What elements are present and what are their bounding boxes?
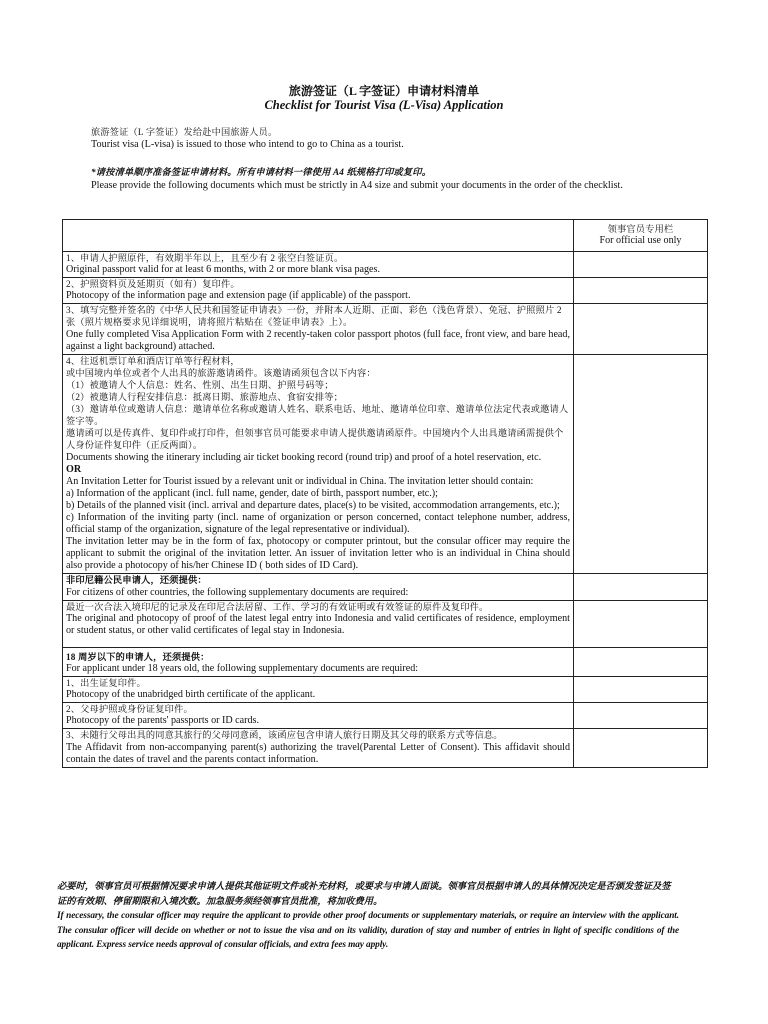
note-english: Please provide the following documents which must be strictly in A4 size and submit your documents in the order of the checklist. [91, 180, 623, 191]
section-heading-en: For applicant under 18 years old, the following supplementary documents are required: [66, 663, 419, 674]
official-use-cell [574, 304, 708, 354]
official-header-chinese: 领事官员专用栏 [607, 224, 674, 234]
item-passport [63, 252, 574, 278]
checklist-table [62, 219, 708, 768]
item-text-cn: 2、父母护照或身份证复印件。 [66, 704, 193, 715]
item-text-cn: （2）被邀请人行程安排信息：抵离日期、旅游地点、食宿安排等； [66, 392, 344, 403]
intro [91, 126, 691, 151]
item-text-en: The original and photocopy of proof of the latest legal entry into Indonesia and valid certificates of residence, employment or student status, or other valid certificates of legal stay in Indonesia. [66, 612, 570, 636]
official-use-cell [574, 703, 708, 729]
footer-chinese: 必要时，领事官员可根据情况要求申请人提供其他证明文件或补充材料，或要求与申请人面谈。领事官员根据申请人的具体情况决定是否颁发签证及签证的有效期、停留期限和入境次数。加急服务须经领事官员批准，将加收费用。 [57, 882, 671, 907]
item-text-cn: （1）被邀请人个人信息：姓名、性别、出生日期、护照号码等； [66, 379, 334, 390]
table-row [63, 729, 708, 767]
intro-english: Tourist visa (L-visa) is issued to those who intend to go to China as a tourist. [91, 138, 404, 150]
official-use-cell [574, 574, 708, 600]
section-heading-en: For citizens of other countries, the following supplementary documents are required: [66, 586, 409, 598]
official-use-cell [574, 729, 708, 767]
item-text-en: a) Information of the applicant (incl. full name, gender, date of birth, passport number, etc.); [66, 487, 438, 499]
item-text-cn: （3）邀请单位或邀请人信息：邀请单位名称或邀请人姓名、联系电话、地址、邀请单位印章、邀请单位法定代表或邀请人签字等。 [66, 404, 569, 427]
table-header-row [63, 220, 708, 252]
table-row [63, 647, 708, 676]
item-text-en: An Invitation Letter for Tourist issued by a relevant unit or individual in China. The invitation letter should contain: [66, 475, 534, 487]
table-row [63, 600, 708, 647]
item-text-en: Original passport valid for at least 6 months, with 2 or more blank visa pages. [66, 264, 380, 276]
table-row [63, 574, 708, 600]
item-passport-photocopy [63, 278, 574, 304]
item-text-cn: 3、未随行父母出具的同意其旅行的父母同意函，该函应包含申请人旅行日期及其父母的联系方式等信息。 [66, 730, 503, 741]
item-text-cn: 2、护照资料页及延期页（如有）复印件。 [66, 279, 240, 290]
item-parents-id [63, 703, 574, 729]
section-minors [63, 647, 574, 676]
section-heading-cn: 18 周岁以下的申请人，还须提供： [66, 651, 210, 662]
item-text-cn: 4、往返机票订单和酒店订单等行程材料， [66, 355, 240, 366]
item-text-en: Photocopy of the information page and extension page (if applicable) of the passport. [66, 290, 411, 302]
item-text-en: Photocopy of the unabridged birth certificate of the applicant. [66, 689, 316, 701]
title-chinese: 旅游签证（L 字签证）申请材料清单 [288, 84, 480, 98]
item-text-cn: 最近一次合法入境印尼的记录及在印尼合法居留、工作、学习的有效证明或有效签证的原件及复印件。 [66, 601, 489, 612]
official-use-cell [574, 600, 708, 647]
item-text-en: c) Information of the inviting party (incl. name of organization or person concerned, contact telephone number, address, official stamp of the organization, signature of the legal representative or individual). [66, 511, 570, 536]
item-text-en: The invitation letter may be in the form of fax, photocopy or computer printout, but the consular officer may require the applicant to submit the original of the invitation letter. An issuer of invitation letter who is an individual in China should also provide a photocopy of his/her Chinese ID ( both sides of ID Card). [66, 536, 570, 572]
header-empty-cell [63, 220, 574, 252]
item-text-cn: 1、出生证复印件。 [66, 678, 146, 689]
item-text-en: The Affidavit from non-accompanying parent(s) authorizing the travel(Parental Letter of Consent). This affidavit should contain the dates of travel and the parents contact information. [66, 741, 570, 765]
official-use-cell [574, 354, 708, 574]
item-text-en: Photocopy of the parents' passports or ID cards. [66, 715, 259, 727]
item-text-cn: 邀请函可以是传真件、复印件或打印件，但领事官员可能要求申请人提供邀请函原件。中国境内个人出具邀请函需提供个人身份证件复印件（正反两面）。 [66, 428, 564, 451]
table-row [63, 354, 708, 574]
official-use-cell [574, 278, 708, 304]
item-itinerary-invitation [63, 354, 574, 574]
official-use-cell [574, 677, 708, 703]
table-row [63, 304, 708, 354]
footer-note [57, 880, 679, 953]
official-use-header [574, 220, 708, 252]
item-birth-certificate [63, 677, 574, 703]
table-row [63, 278, 708, 304]
official-use-cell [574, 252, 708, 278]
intro-chinese: 旅游签证（L 字签证）发给赴中国旅游人员。 [91, 127, 278, 137]
note-chinese: *请按清单顺序准备签证申请材料。所有申请材料一律使用 A4 纸规格打印或复印。 [91, 167, 432, 177]
table-row [63, 252, 708, 278]
section-non-indonesian [63, 574, 574, 600]
official-use-cell [574, 647, 708, 676]
item-text-en: b) Details of the planned visit (incl. arrival and departure dates, place(s) to be visited, accommodation arrangements, etc.); [66, 499, 560, 511]
section-heading-cn: 非印尼籍公民申请人，还须提供： [66, 575, 207, 586]
table-row [63, 703, 708, 729]
title-english: Checklist for Tourist Visa (L-Visa) Application [264, 98, 504, 112]
official-header-english: For official use only [599, 235, 682, 247]
footer-english: If necessary, the consular officer may require the applicant to provide other proof documents or supplementary materials, or require an interview with the applicant. The consular officer will decide on whether or not to issue the visa and on its validity, duration of stay and number of entries in light of specific conditions of the applicant. Express service needs approval of consular officials, and extra fees may apply. [57, 911, 679, 950]
table-row [63, 677, 708, 703]
item-text-cn: 或中国境内单位或者个人出具的旅游邀请函件。该邀请函须包含以下内容： [66, 367, 376, 378]
item-text-en: Documents showing the itinerary including air ticket booking record (round trip) and proof of a hotel reservation, etc. [66, 451, 542, 463]
or-separator: OR [66, 463, 82, 475]
item-indonesia-stay-proof [63, 600, 574, 647]
instruction-note [91, 166, 708, 192]
item-parental-consent [63, 729, 574, 767]
item-text-cn: 3、填写完整并签名的《中华人民共和国签证申请表》一份，并附本人近期、正面、彩色（浅色背景）、免冠、护照照片 2 张（照片规格要求见详细说明，请将照片粘贴在《签证申请表》上）。 [66, 305, 562, 328]
item-text-en: One fully completed Visa Application Form with 2 recently-taken color passport photos (full face, front view, and bare head, against a light background) attached. [66, 328, 570, 352]
item-application-form [63, 304, 574, 354]
item-text-cn: 1、申请人护照原件，有效期半年以上，且至少有 2 张空白签证页。 [66, 253, 344, 263]
